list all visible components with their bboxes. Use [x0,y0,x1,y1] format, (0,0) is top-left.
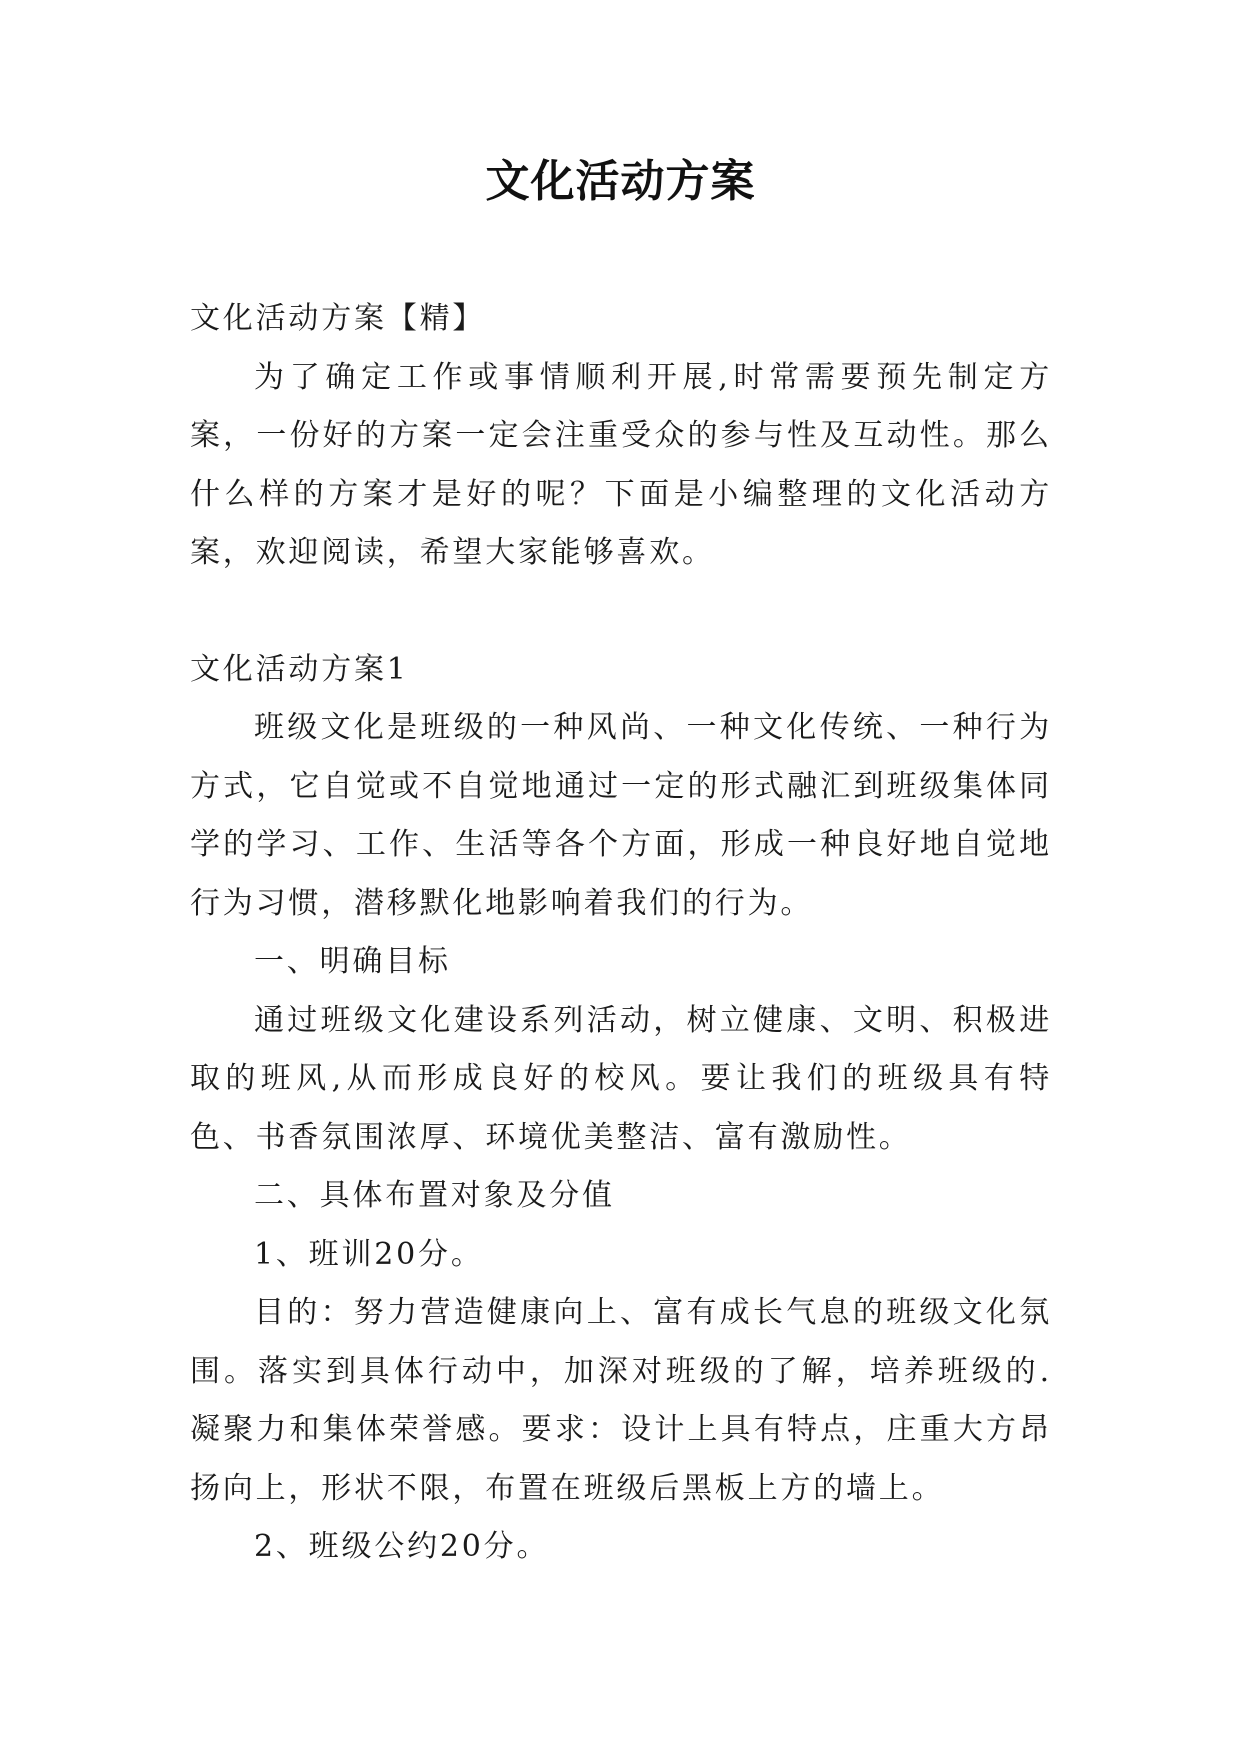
document-title: 文化活动方案 [485,156,756,207]
body-paragraph: 目的：努力营造健康向上、富有成长气息的班级文化氛围。落实到具体行动中，加深对班级的了解，培养班级的.凝聚力和集体荣誉感。要求：设计上具有特点，庄重大方昂扬向上，形状不限，布置在班级后黑板上方的墙上。 [190,1295,1052,1506]
section-heading: 文化活动方案1 [190,651,409,687]
list-item: 2、班级公约20分。 [254,1529,550,1564]
document-body [190,290,1052,1577]
body-paragraph: 班级文化是班级的一种风尚、一种文化传统、一种行为方式，它自觉或不自觉地通过一定的形式融汇到班级集体同学的学习、工作、生活等各个方面，形成一种良好地自觉地行为习惯，潜移默化地影响着我们的行为。 [190,710,1052,921]
list-item: 1、班训20分。 [254,1236,484,1272]
intro-paragraph: 为了确定工作或事情顺利开展,时常需要预先制定方案，一份好的方案一定会注重受众的参与性及互动性。那么什么样的方案才是好的呢？下面是小编整理的文化活动方案，欢迎阅读，希望大家能够喜欢。 [190,359,1052,570]
subheading-layout: 二、具体布置对象及分值 [254,1178,615,1213]
subheading-goals: 一、明确目标 [254,944,451,979]
body-paragraph: 通过班级文化建设系列活动，树立健康、文明、积极进取的班风,从而形成良好的校风。要让我们的班级具有特色、书香氛围浓厚、环境优美整洁、富有激励性。 [190,1002,1052,1155]
subtitle-paragraph: 文化活动方案【精】 [190,301,486,336]
